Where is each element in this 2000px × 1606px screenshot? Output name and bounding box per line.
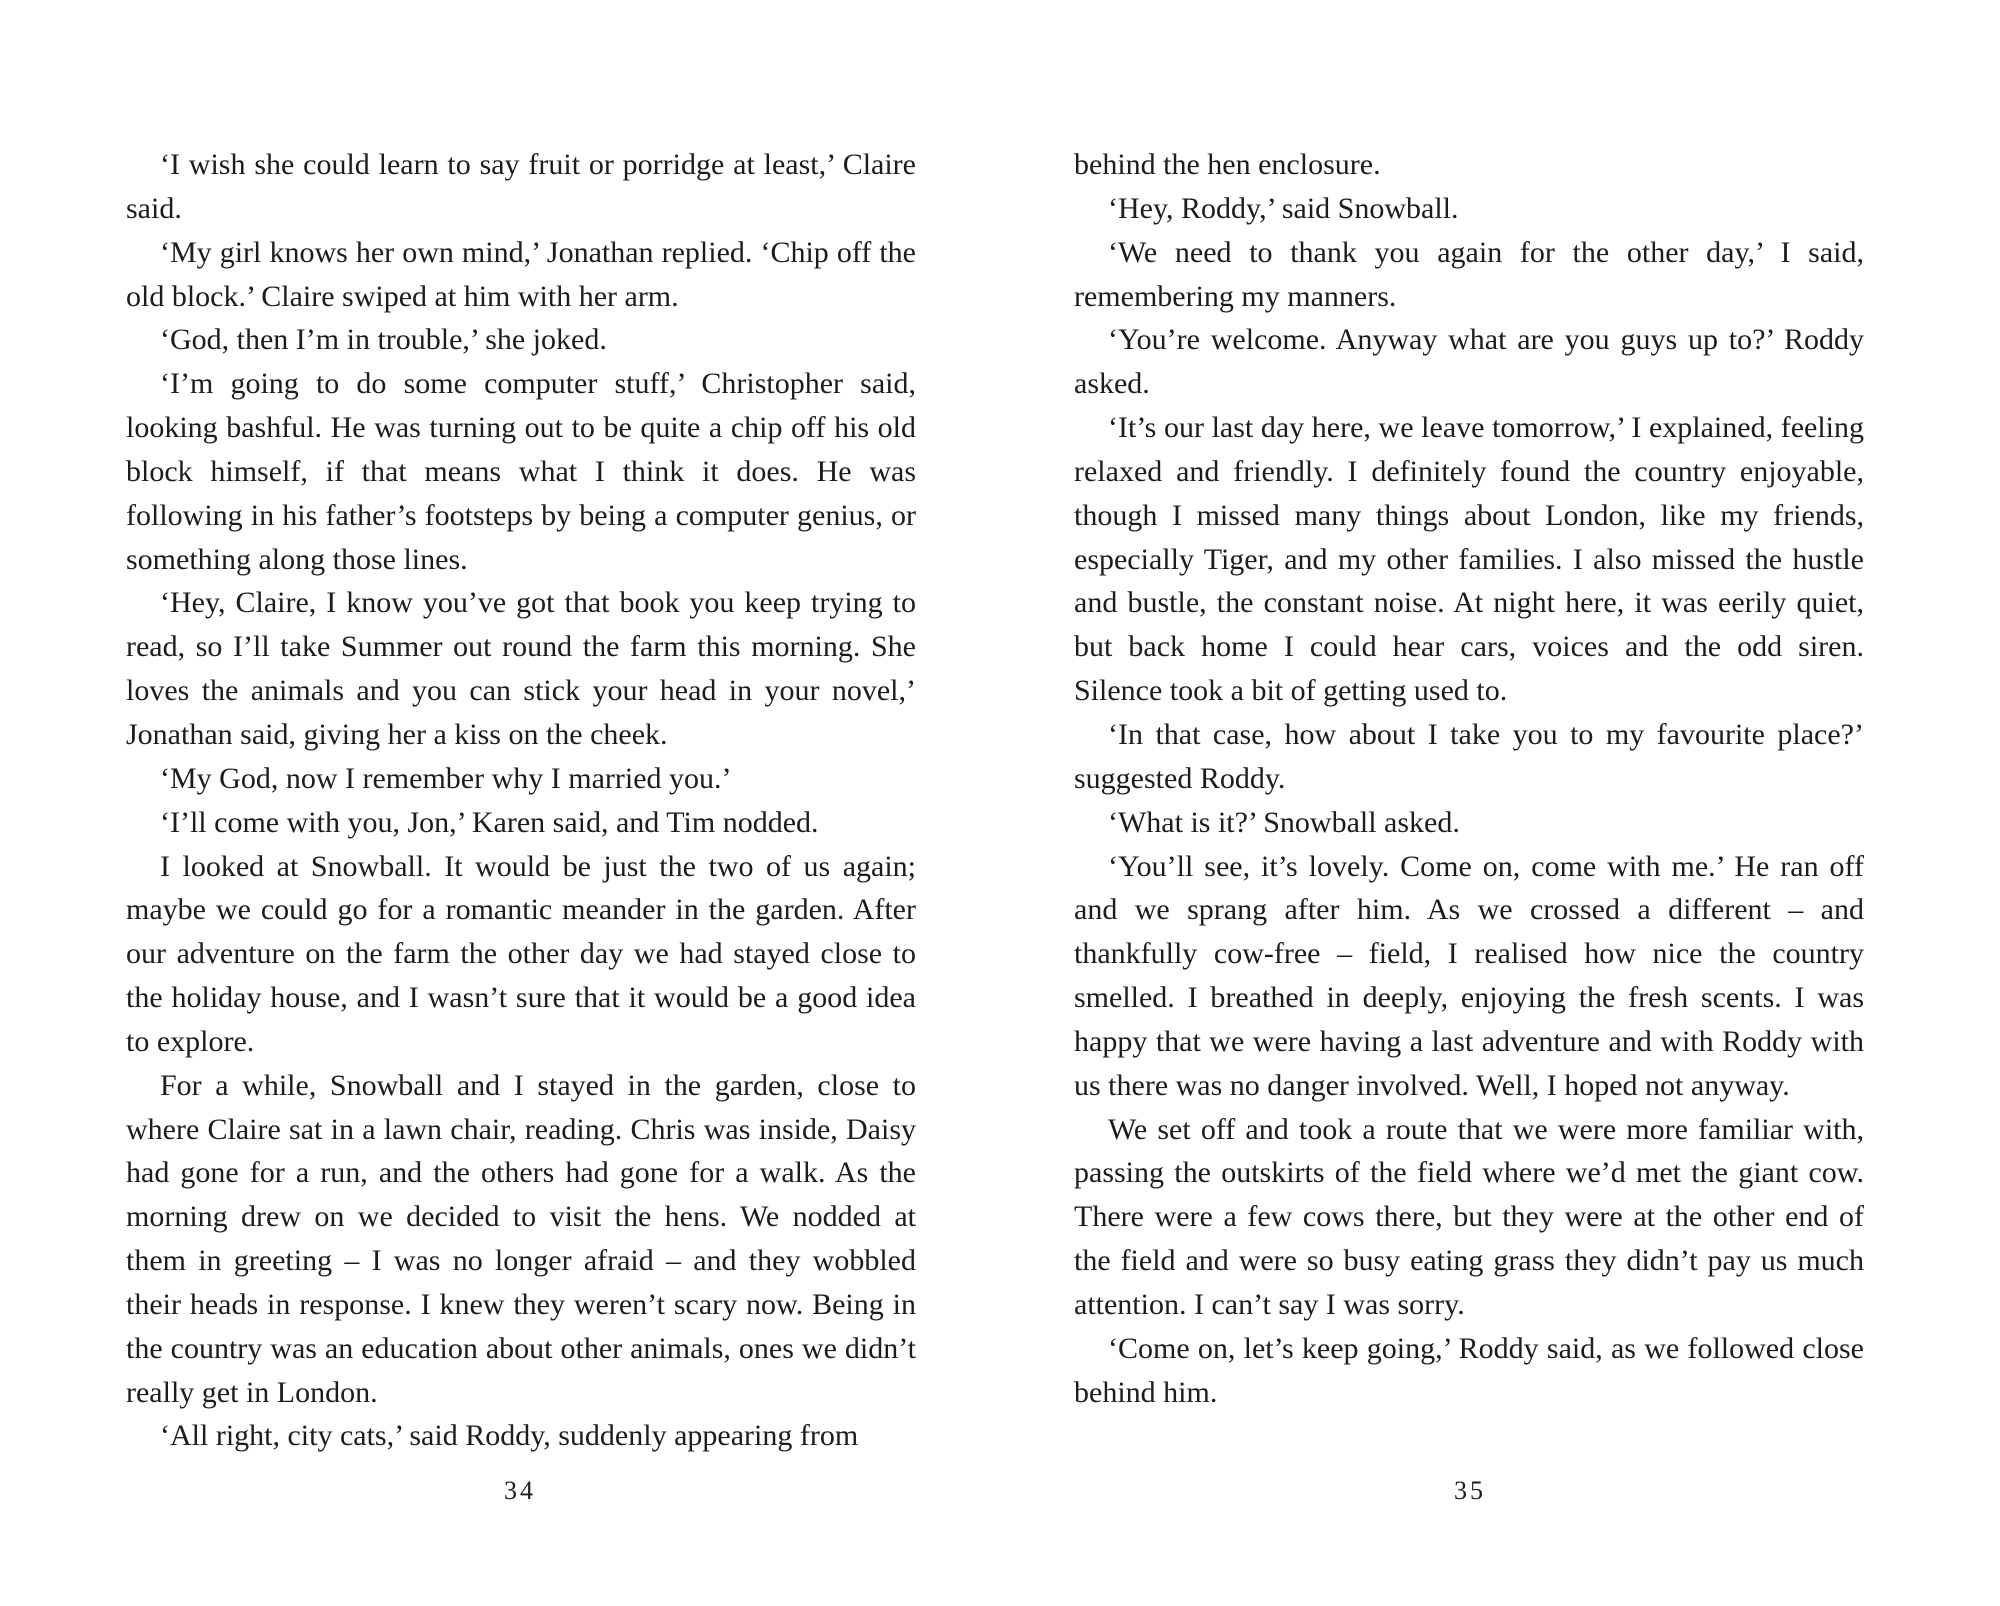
paragraph: We set off and took a route that we were more familiar with, passing the outskirts of the field where we’d met the giant cow. There were a few cows there, but they were at the other end of the field and were so busy eating grass they didn’t pay us much attention. I can’t say I was sorry. [1074, 1112, 1864, 1321]
paragraph: ‘Hey, Claire, I know you’ve got that book you keep trying to read, so I’ll take Summer out round the farm this morning. She loves the animals and you can stick your head in your novel,’ Jonathan said, giving her a kiss on the cheek. [126, 586, 916, 751]
paragraph: ‘It’s our last day here, we leave tomorrow,’ I explained, feeling relaxed and friendly. I definitely found the country enjoyable, though I missed many things about London, like my friends, especially Tiger, and my other families. I also missed the hustle and bustle, the constant noise. At night here, it was eerily quiet, but back home I could hear cars, voices and the odd siren. Silence took a bit of getting used to. [1074, 411, 1864, 708]
right-page-text [1074, 143, 1864, 1414]
paragraph: ‘I’ll come with you, Jon,’ Karen said, and Tim nodded. [160, 805, 819, 839]
left-page-text [126, 143, 916, 1458]
paragraph: ‘What is it?’ Snowball asked. [1108, 805, 1460, 839]
paragraph: ‘My girl knows her own mind,’ Jonathan replied. ‘Chip off the old block.’ Claire swiped at him with her arm. [126, 235, 916, 313]
right-page [1000, 0, 2000, 1606]
paragraph: ‘You’ll see, it’s lovely. Come on, come with me.’ He ran off and we sprang after him. As we crossed a different – and thankfully cow-free – field, I realised how nice the country smelled. I breathed in deeply, enjoying the fresh scents. I was happy that we were having a last adventure and with Roddy with us there was no danger involved. Well, I hoped not anyway. [1074, 849, 1864, 1102]
paragraph: ‘I wish she could learn to say fruit or porridge at least,’ Claire said. [126, 148, 916, 225]
paragraph: ‘You’re welcome. Anyway what are you guys up to?’ Roddy asked. [1074, 323, 1864, 401]
paragraph: ‘In that case, how about I take you to my favourite place?’ suggested Roddy. [1074, 717, 1864, 795]
paragraph: ‘I’m going to do some computer stuff,’ Christopher said, looking bashful. He was turning out to be quite a chip off his old block himself, if that means what I think it does. He was following in his father’s footsteps by being a computer genius, or something along those lines. [126, 367, 916, 576]
paragraph: ‘We need to thank you again for the other day,’ I said, remembering my manners. [1074, 235, 1864, 313]
paragraph: ‘All right, city cats,’ said Roddy, suddenly appearing from [160, 1419, 859, 1453]
paragraph: ‘Come on, let’s keep going,’ Roddy said, as we followed close behind him. [1074, 1331, 1864, 1409]
paragraph: behind the hen enclosure. [1074, 148, 1381, 181]
paragraph: ‘God, then I’m in trouble,’ she joked. [160, 323, 607, 357]
paragraph: ‘My God, now I remember why I married you.’ [160, 761, 732, 795]
paragraph: ‘Hey, Roddy,’ said Snowball. [1108, 191, 1459, 225]
page-number: 35 [1454, 1476, 1486, 1505]
paragraph: For a while, Snowball and I stayed in the garden, close to where Claire sat in a lawn chair, reading. Chris was inside, Daisy had gone for a run, and the others had gone for a walk. As the morning drew on we decided to visit the hens. We nodded at them in greeting – I was no longer afraid – and they wobbled their heads in response. I knew they weren’t scary now. Being in the country was an education about other animals, ones we didn’t really get in London. [126, 1068, 916, 1409]
paragraph: I looked at Snowball. It would be just the two of us again; maybe we could go for a romantic meander in the garden. After our adventure on the farm the other day we had stayed close to the holiday house, and I wasn’t sure that it would be a good idea to explore. [126, 849, 916, 1058]
page-number: 34 [504, 1476, 536, 1505]
